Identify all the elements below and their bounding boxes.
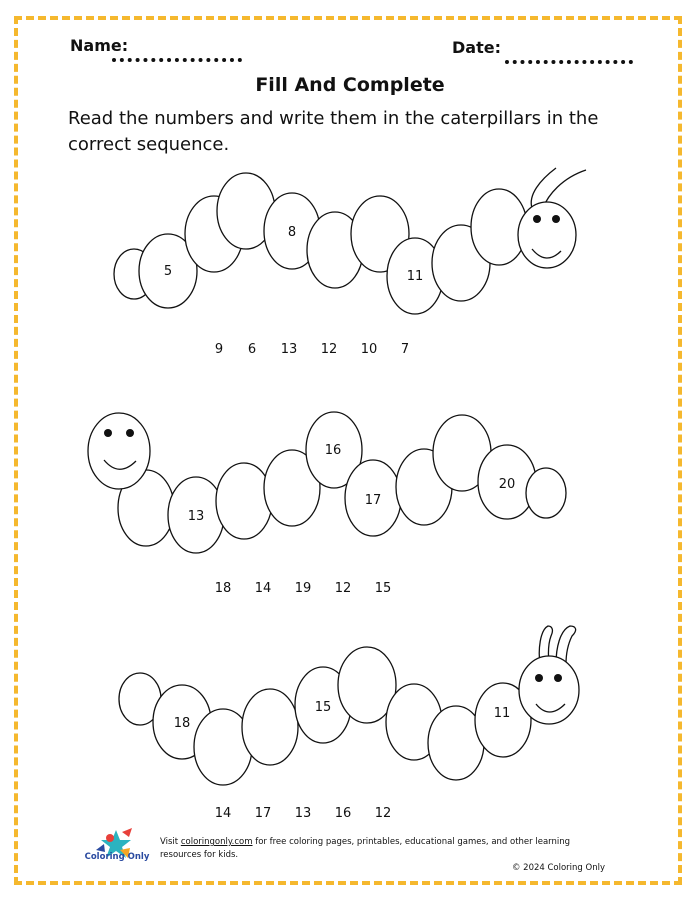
instructions-text: Read the numbers and write them in the caterpillars in the correct sequence. xyxy=(68,108,599,155)
given-number: 11 xyxy=(406,269,424,284)
segment[interactable] xyxy=(242,689,298,765)
bank-number: 15 xyxy=(374,581,392,596)
given-number: 18 xyxy=(173,716,191,731)
caterpillar-3 xyxy=(0,620,700,790)
date-field[interactable] xyxy=(505,60,633,64)
name-field[interactable] xyxy=(112,58,242,62)
given-number: 15 xyxy=(314,700,332,715)
bank-number: 14 xyxy=(214,806,232,821)
bank-number: 10 xyxy=(360,342,378,357)
bank-number: 17 xyxy=(254,806,272,821)
bank-number: 13 xyxy=(280,342,298,357)
caterpillar-2 xyxy=(0,405,700,560)
eye-icon xyxy=(104,429,112,437)
bank-number: 12 xyxy=(334,581,352,596)
name-label: Name: xyxy=(70,36,129,55)
date-label: Date: xyxy=(452,38,501,57)
eye-icon xyxy=(535,674,543,682)
given-number: 20 xyxy=(498,477,516,492)
eye-icon xyxy=(126,429,134,437)
footer-visit-suffix: for free coloring pages, printables, educational games, and other learning resources for kids. xyxy=(160,837,571,860)
eye-icon xyxy=(554,674,562,682)
footer-link[interactable]: coloringonly.com xyxy=(180,837,253,847)
bank-number: 6 xyxy=(247,342,257,357)
bank-number: 18 xyxy=(214,581,232,596)
bank-number: 9 xyxy=(214,342,224,357)
footer-visit-prefix: Visit xyxy=(160,837,181,847)
number-bank-2 xyxy=(0,581,700,601)
caterpillar-head xyxy=(88,413,150,489)
page-title: Fill And Complete xyxy=(255,74,445,96)
caterpillar-head xyxy=(519,626,579,724)
caterpillar-head xyxy=(518,168,586,268)
given-number: 16 xyxy=(324,443,342,458)
bank-number: 13 xyxy=(294,806,312,821)
given-number: 11 xyxy=(493,706,511,721)
given-number: 13 xyxy=(187,509,205,524)
number-bank-1 xyxy=(0,342,700,362)
logo-text: Coloring Only xyxy=(84,852,150,862)
segment[interactable] xyxy=(526,468,566,518)
bank-number: 14 xyxy=(254,581,272,596)
bank-number: 12 xyxy=(374,806,392,821)
footer-copyright: © 2024 Coloring Only xyxy=(511,863,605,873)
given-number: 17 xyxy=(364,493,382,508)
eye-icon xyxy=(533,215,541,223)
bank-number: 12 xyxy=(320,342,338,357)
given-number: 8 xyxy=(287,225,297,240)
bank-number: 19 xyxy=(294,581,312,596)
bank-number: 16 xyxy=(334,806,352,821)
caterpillar-1 xyxy=(0,160,700,325)
number-bank-3 xyxy=(0,806,700,826)
segment[interactable] xyxy=(216,463,272,539)
eye-icon xyxy=(552,215,560,223)
given-number: 5 xyxy=(163,264,173,279)
footer xyxy=(160,836,605,875)
bank-number: 7 xyxy=(400,342,410,357)
